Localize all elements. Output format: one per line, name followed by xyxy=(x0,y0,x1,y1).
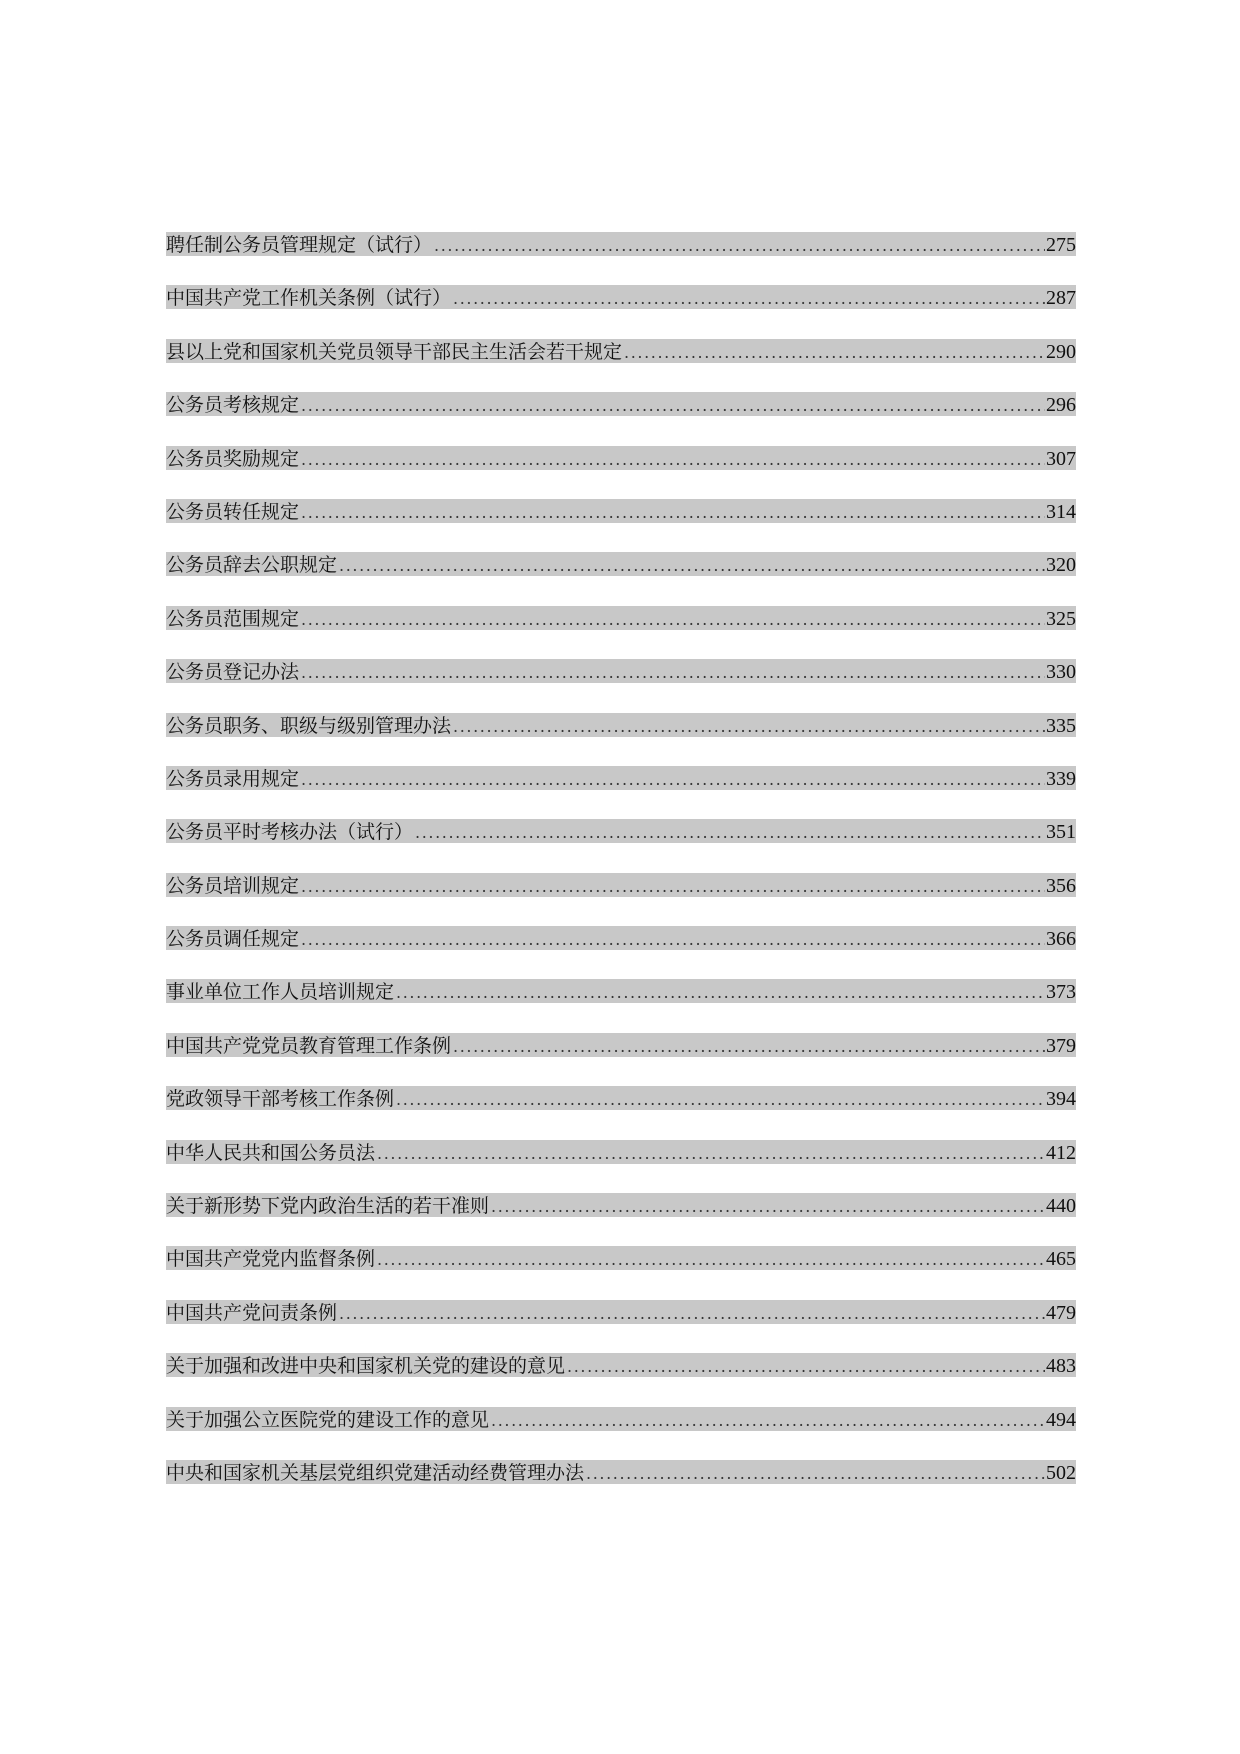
toc-entry-title: 公务员奖励规定 xyxy=(166,447,300,470)
toc-page-number: 356 xyxy=(1046,874,1076,897)
toc-entry-title: 中国共产党党内监督条例 xyxy=(166,1248,376,1271)
toc-page-number: 330 xyxy=(1046,661,1076,684)
toc-entry[interactable] xyxy=(166,979,1076,1003)
toc-entry[interactable] xyxy=(166,1300,1076,1324)
toc-page-number: 351 xyxy=(1046,821,1076,844)
toc-page-number: 379 xyxy=(1046,1034,1076,1057)
toc-entry-title: 党政领导干部考核工作条例 xyxy=(166,1088,395,1111)
toc-dot-leader xyxy=(377,1144,1045,1164)
toc-page-number: 314 xyxy=(1046,500,1076,523)
toc-entry[interactable] xyxy=(166,926,1076,950)
toc-dot-leader xyxy=(301,877,1045,897)
toc-page-number: 335 xyxy=(1046,714,1076,737)
toc-dot-leader xyxy=(453,289,1045,309)
toc-entry-title: 公务员考核规定 xyxy=(166,394,300,417)
toc-dot-leader xyxy=(301,770,1045,790)
toc-page-number: 479 xyxy=(1046,1301,1076,1324)
toc-entry[interactable] xyxy=(166,1193,1076,1217)
toc-dot-leader xyxy=(624,343,1045,363)
toc-entry[interactable] xyxy=(166,606,1076,630)
toc-page-number: 296 xyxy=(1046,394,1076,417)
toc-entry-title: 中央和国家机关基层党组织党建活动经费管理办法 xyxy=(166,1461,585,1484)
toc-entry[interactable] xyxy=(166,873,1076,897)
toc-entry[interactable] xyxy=(166,819,1076,843)
toc-page-number: 290 xyxy=(1046,340,1076,363)
toc-dot-leader xyxy=(301,930,1045,950)
toc-entry-title: 中国共产党问责条例 xyxy=(166,1301,338,1324)
toc-dot-leader xyxy=(339,1304,1045,1324)
toc-dot-leader xyxy=(301,663,1045,683)
toc-page-number: 373 xyxy=(1046,981,1076,1004)
toc-entry-title: 公务员录用规定 xyxy=(166,767,300,790)
toc-entry[interactable] xyxy=(166,713,1076,737)
table-of-contents xyxy=(166,232,1076,1513)
toc-dot-leader xyxy=(491,1197,1045,1217)
toc-entry[interactable] xyxy=(166,1407,1076,1431)
toc-dot-leader xyxy=(567,1357,1045,1377)
toc-page-number: 287 xyxy=(1046,287,1076,310)
toc-entry[interactable] xyxy=(166,392,1076,416)
toc-entry-title: 公务员调任规定 xyxy=(166,928,300,951)
toc-dot-leader xyxy=(301,610,1045,630)
toc-dot-leader xyxy=(301,503,1045,523)
toc-entry-title: 公务员平时考核办法（试行） xyxy=(166,821,414,844)
toc-dot-leader xyxy=(377,1250,1045,1270)
toc-page-number: 483 xyxy=(1046,1355,1076,1378)
toc-entry[interactable] xyxy=(166,1246,1076,1270)
toc-entry-title: 县以上党和国家机关党员领导干部民主生活会若干规定 xyxy=(166,340,623,363)
toc-page-number: 394 xyxy=(1046,1088,1076,1111)
toc-entry[interactable] xyxy=(166,339,1076,363)
toc-entry-title: 关于新形势下党内政治生活的若干准则 xyxy=(166,1195,490,1218)
toc-page-number: 307 xyxy=(1046,447,1076,470)
toc-entry[interactable] xyxy=(166,659,1076,683)
toc-dot-leader xyxy=(396,1090,1045,1110)
toc-entry-title: 公务员职务、职级与级别管理办法 xyxy=(166,714,452,737)
toc-entry-title: 公务员辞去公职规定 xyxy=(166,554,338,577)
toc-entry[interactable] xyxy=(166,285,1076,309)
toc-entry[interactable] xyxy=(166,1033,1076,1057)
toc-page-number: 412 xyxy=(1046,1141,1076,1164)
toc-entry-title: 公务员范围规定 xyxy=(166,607,300,630)
toc-entry-title: 聘任制公务员管理规定（试行） xyxy=(166,234,433,256)
toc-entry-title: 中国共产党工作机关条例（试行） xyxy=(166,287,452,310)
toc-entry[interactable] xyxy=(166,446,1076,470)
toc-entry-title: 公务员培训规定 xyxy=(166,874,300,897)
toc-page-number: 465 xyxy=(1046,1248,1076,1271)
toc-dot-leader xyxy=(396,983,1045,1003)
toc-entry-title: 关于加强和改进中央和国家机关党的建设的意见 xyxy=(166,1355,566,1378)
toc-entry-title: 公务员登记办法 xyxy=(166,661,300,684)
toc-entry[interactable] xyxy=(166,1460,1076,1484)
toc-dot-leader xyxy=(415,823,1045,843)
toc-dot-leader xyxy=(586,1464,1045,1484)
toc-dot-leader xyxy=(453,1037,1045,1057)
toc-dot-leader xyxy=(301,396,1045,416)
toc-entry-title: 事业单位工作人员培训规定 xyxy=(166,981,395,1004)
toc-entry[interactable] xyxy=(166,499,1076,523)
toc-entry[interactable] xyxy=(166,1140,1076,1164)
toc-page-number: 502 xyxy=(1046,1461,1076,1484)
toc-entry[interactable] xyxy=(166,766,1076,790)
toc-entry-title: 中华人民共和国公务员法 xyxy=(166,1141,376,1164)
toc-entry[interactable] xyxy=(166,232,1076,256)
toc-page-number: 339 xyxy=(1046,767,1076,790)
toc-page-number: 366 xyxy=(1046,928,1076,951)
toc-page-number: 275 xyxy=(1046,234,1076,256)
toc-entry-title: 中国共产党党员教育管理工作条例 xyxy=(166,1034,452,1057)
toc-dot-leader xyxy=(339,556,1045,576)
toc-dot-leader xyxy=(453,717,1045,737)
toc-dot-leader xyxy=(301,450,1045,470)
toc-page-number: 325 xyxy=(1046,607,1076,630)
toc-dot-leader xyxy=(434,236,1045,256)
toc-page-number: 440 xyxy=(1046,1195,1076,1218)
toc-entry-title: 公务员转任规定 xyxy=(166,500,300,523)
toc-entry[interactable] xyxy=(166,552,1076,576)
toc-page-number: 320 xyxy=(1046,554,1076,577)
toc-entry[interactable] xyxy=(166,1086,1076,1110)
toc-entry-title: 关于加强公立医院党的建设工作的意见 xyxy=(166,1408,490,1431)
toc-page-number: 494 xyxy=(1046,1408,1076,1431)
toc-entry[interactable] xyxy=(166,1353,1076,1377)
toc-dot-leader xyxy=(491,1411,1045,1431)
